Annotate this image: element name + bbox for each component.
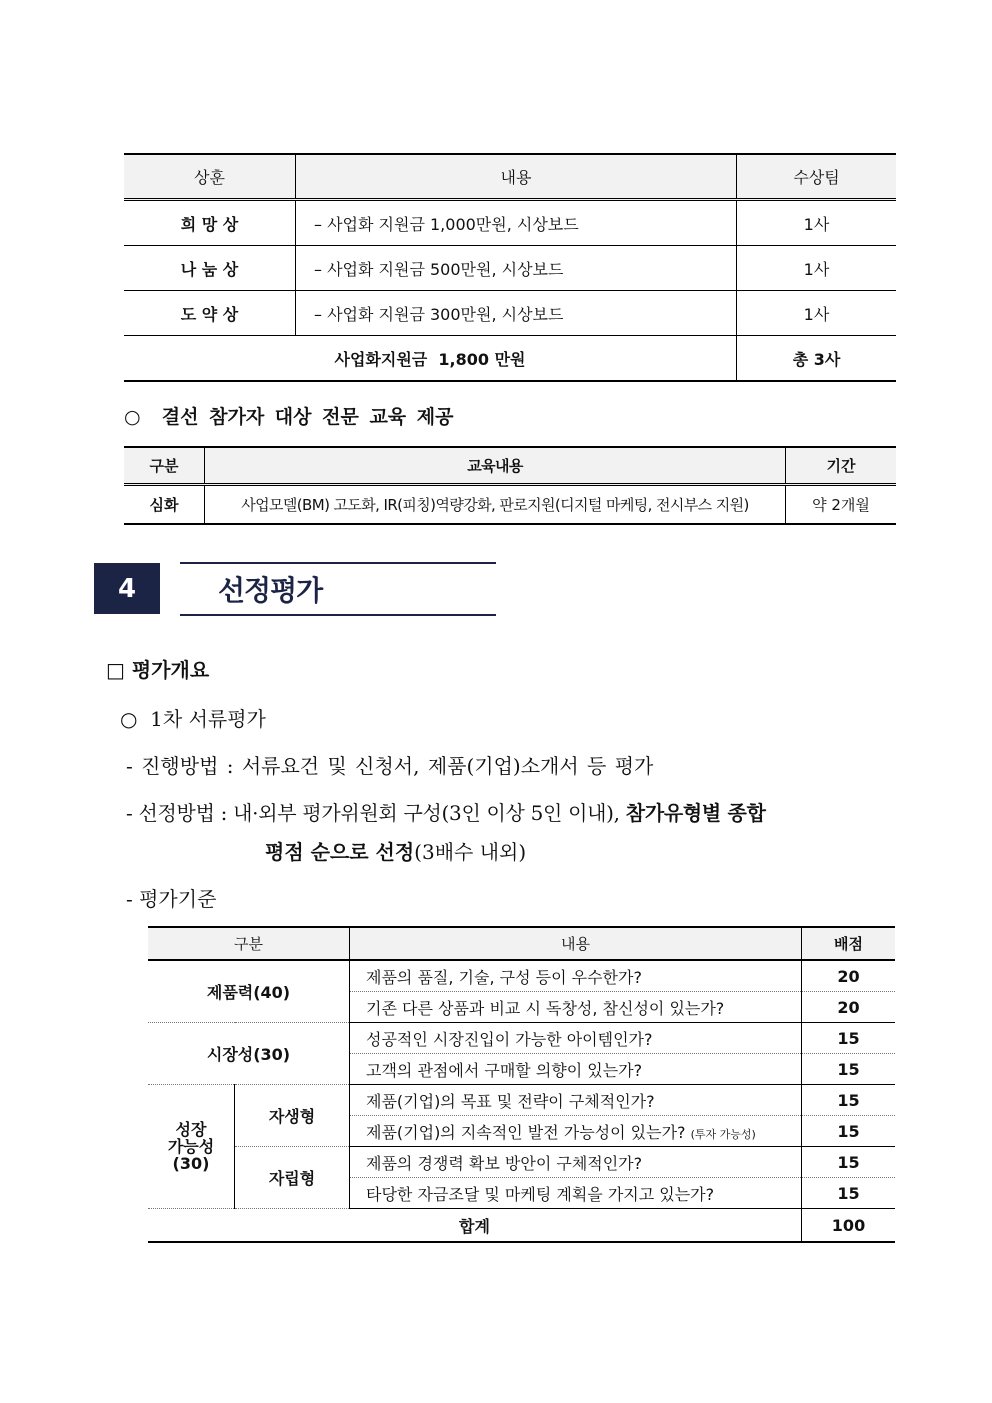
criteria-score: 15 [802,1085,896,1116]
criteria-content [350,1116,802,1147]
category-growth [148,1085,235,1209]
table-row [124,485,896,525]
edu-period: 약 2개월 [786,485,897,525]
edu-header-period: 기간 [786,447,897,485]
criteria-content: 제품의 품질, 기술, 구성 등이 우수한가? [350,960,802,992]
criteria-score: 15 [802,1054,896,1085]
award-table [124,153,896,382]
category-growth-line3: (30) [172,1154,210,1173]
overview-selection-line1 [126,797,766,826]
edu-header-content: 교육내용 [205,447,786,485]
education-table-header [124,447,896,485]
section-title-box [180,562,496,616]
award-name: 나 눔 상 [124,246,296,291]
table-row [148,1147,895,1178]
criteria-total-label: 합계 [148,1209,802,1243]
header-award: 상훈 [124,154,296,200]
award-content: – 사업화 지원금 300만원, 시상보드 [296,291,737,336]
subcategory-self-sustaining: 자생형 [235,1085,350,1147]
award-teams: 1사 [737,246,897,291]
edu-category: 심화 [124,485,205,525]
header-teams: 수상팀 [737,154,897,200]
award-total-row [124,336,896,382]
criteria-score: 20 [802,992,896,1023]
award-name: 도 약 상 [124,291,296,336]
criteria-content: 타당한 자금조달 및 마케팅 계획을 가지고 있는가? [350,1178,802,1209]
category-market: 시장성(30) [148,1023,350,1085]
crit-header-category: 구분 [148,927,350,960]
award-content: – 사업화 지원금 500만원, 시상보드 [296,246,737,291]
subcategory-independent: 자립형 [235,1147,350,1209]
edu-header-category: 구분 [124,447,205,485]
criteria-content: 성공적인 시장진입이 가능한 아이템인가? [350,1023,802,1054]
criteria-score: 15 [802,1178,896,1209]
award-teams: 1사 [737,200,897,246]
criteria-total-row [148,1209,895,1243]
section-title: 선정평가 [218,574,323,607]
criteria-table [148,926,895,1243]
criteria-score: 15 [802,1147,896,1178]
education-table [124,446,896,525]
overview-criteria-label: - 평가기준 [126,887,217,911]
overview-heading: □ 평가개요 [106,658,210,682]
criteria-content: 제품(기업)의 목표 및 전략이 구체적인가? [350,1085,802,1116]
selection-prefix: - 선정방법 : 내·외부 평가위원회 구성(3인 이상 5인 이내), [126,801,626,825]
category-growth-line2: 가능성 [167,1137,215,1156]
table-row [148,1085,895,1116]
section-number-badge: 4 [94,563,160,614]
edu-content: 사업모델(BM) 고도화, IR(피칭)역량강화, 판로지원(디지털 마케팅, 전시부스 지원) [205,485,786,525]
table-row [124,291,896,336]
header-content: 내용 [296,154,737,200]
education-heading: ○ 결선 참가자 대상 전문 교육 제공 [124,406,454,428]
criteria-content: 제품의 경쟁력 확보 방안이 구체적인가? [350,1147,802,1178]
selection-bold-1: 참가유형별 종합 [625,801,766,825]
table-row [124,200,896,246]
criteria-table-header [148,927,895,960]
criteria-note: (투자 가능성) [690,1127,756,1141]
table-row [148,960,895,992]
crit-header-content: 내용 [350,927,802,960]
award-teams: 1사 [737,291,897,336]
award-total-label: 사업화지원금 1,800 만원 [124,336,737,382]
award-name: 희 망 상 [124,200,296,246]
criteria-score: 20 [802,960,896,992]
criteria-score: 15 [802,1116,896,1147]
category-growth-line1: 성장 [175,1120,207,1139]
criteria-content: 고객의 관점에서 구매할 의향이 있는가? [350,1054,802,1085]
criteria-total-score: 100 [802,1209,896,1243]
selection-suffix: (3배수 내외) [414,840,527,864]
table-row [124,246,896,291]
overview-selection-line2 [265,836,526,865]
table-row [148,1023,895,1054]
overview-stage: ○ 1차 서류평가 [120,707,266,731]
overview-method: - 진행방법 : 서류요건 및 신청서, 제품(기업)소개서 등 평가 [126,754,654,778]
criteria-content: 기존 다른 상품과 비교 시 독창성, 참신성이 있는가? [350,992,802,1023]
criteria-text: 제품(기업)의 지속적인 발전 가능성이 있는가? [366,1122,686,1142]
award-content: – 사업화 지원금 1,000만원, 시상보드 [296,200,737,246]
selection-bold-2: 평점 순으로 선정 [265,840,415,864]
crit-header-score: 배점 [802,927,896,960]
category-product: 제품력(40) [148,960,350,1023]
award-total-teams: 총 3사 [737,336,897,382]
award-table-header [124,154,896,200]
criteria-score: 15 [802,1023,896,1054]
